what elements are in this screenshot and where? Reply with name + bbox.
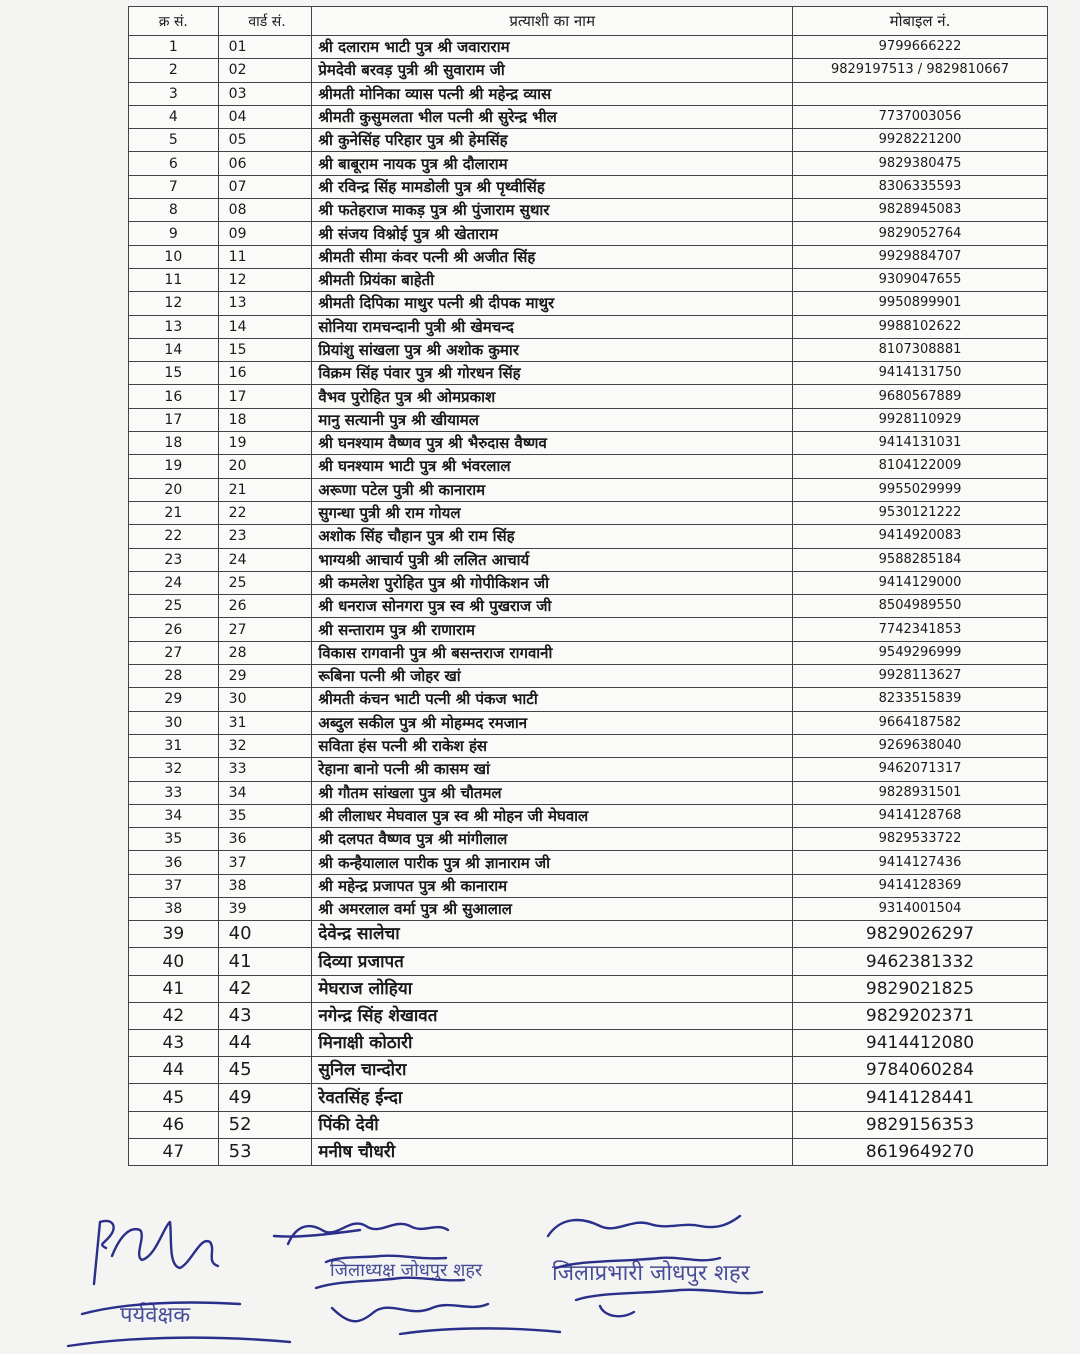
- cell-serial-number: 30: [129, 711, 219, 734]
- table-row: [129, 828, 1048, 851]
- table-row: [129, 921, 1048, 948]
- cell-candidate-name: विक्रम सिंह पंवार पुत्र श्री गोरधन सिंह: [312, 362, 793, 385]
- cell-ward-number: 41: [218, 948, 312, 975]
- cell-ward-number: 17: [218, 385, 312, 408]
- cell-candidate-name: प्रेमदेवी बरवड़ पुत्री श्री सुवाराम जी: [312, 59, 793, 82]
- table-row: [129, 897, 1048, 920]
- cell-ward-number: 15: [218, 338, 312, 361]
- cell-serial-number: 14: [129, 338, 219, 361]
- cell-serial-number: 32: [129, 758, 219, 781]
- table-row: [129, 618, 1048, 641]
- cell-ward-number: 01: [218, 36, 312, 59]
- cell-serial-number: 2: [129, 59, 219, 82]
- cell-serial-number: 4: [129, 105, 219, 128]
- cell-candidate-name: सुनिल चान्दोरा: [312, 1057, 793, 1084]
- cell-serial-number: 12: [129, 292, 219, 315]
- cell-ward-number: 29: [218, 665, 312, 688]
- cell-candidate-name: श्री संजय विश्नोई पुत्र श्री खेताराम: [312, 222, 793, 245]
- cell-serial-number: 29: [129, 688, 219, 711]
- table-row: [129, 432, 1048, 455]
- cell-mobile-number: 9269638040: [793, 734, 1048, 757]
- table-row: [129, 665, 1048, 688]
- cell-serial-number: 44: [129, 1057, 219, 1084]
- cell-candidate-name: श्री रविन्द्र सिंह मामडोली पुत्र श्री पृथ्वीसिंह: [312, 175, 793, 198]
- cell-ward-number: 25: [218, 571, 312, 594]
- cell-serial-number: 38: [129, 897, 219, 920]
- cell-serial-number: 10: [129, 245, 219, 268]
- cell-serial-number: 13: [129, 315, 219, 338]
- cell-serial-number: 39: [129, 921, 219, 948]
- cell-ward-number: 07: [218, 175, 312, 198]
- table-row: [129, 199, 1048, 222]
- table-row: [129, 688, 1048, 711]
- table-row: [129, 1138, 1048, 1165]
- cell-mobile-number: 8104122009: [793, 455, 1048, 478]
- cell-serial-number: 40: [129, 948, 219, 975]
- cell-serial-number: 37: [129, 874, 219, 897]
- cell-ward-number: 31: [218, 711, 312, 734]
- cell-candidate-name: भाग्यश्री आचार्य पुत्री श्री ललित आचार्य: [312, 548, 793, 571]
- table-row: [129, 338, 1048, 361]
- cell-mobile-number: 9664187582: [793, 711, 1048, 734]
- cell-ward-number: 37: [218, 851, 312, 874]
- cell-candidate-name: श्री घनश्याम वैष्णव पुत्र श्री भैरुदास वैष्णव: [312, 432, 793, 455]
- cell-candidate-name: श्री कमलेश पुरोहित पुत्र श्री गोपीकिशन जी: [312, 571, 793, 594]
- cell-ward-number: 49: [218, 1084, 312, 1111]
- table-row: [129, 152, 1048, 175]
- table-row: [129, 1057, 1048, 1084]
- cell-serial-number: 5: [129, 129, 219, 152]
- cell-serial-number: 18: [129, 432, 219, 455]
- cell-candidate-name: श्री महेन्द्र प्रजापत पुत्र श्री कानाराम: [312, 874, 793, 897]
- table-row: [129, 455, 1048, 478]
- cell-mobile-number: 9414128441: [793, 1084, 1048, 1111]
- cell-mobile-number: 9928110929: [793, 408, 1048, 431]
- cell-candidate-name: श्रीमती कंचन भाटी पत्नी श्री पंकज भाटी: [312, 688, 793, 711]
- cell-ward-number: 11: [218, 245, 312, 268]
- cell-candidate-name: श्रीमती दिपिका माथुर पत्नी श्री दीपक माथुर: [312, 292, 793, 315]
- cell-mobile-number: 9414127436: [793, 851, 1048, 874]
- table-row: [129, 804, 1048, 827]
- cell-serial-number: 8: [129, 199, 219, 222]
- cell-ward-number: 53: [218, 1138, 312, 1165]
- cell-candidate-name: वैभव पुरोहित पुत्र श्री ओमप्रकाश: [312, 385, 793, 408]
- cell-serial-number: 34: [129, 804, 219, 827]
- cell-candidate-name: दिव्या प्रजापत: [312, 948, 793, 975]
- cell-mobile-number: 9462071317: [793, 758, 1048, 781]
- cell-mobile-number: 9414412080: [793, 1030, 1048, 1057]
- cell-serial-number: 25: [129, 595, 219, 618]
- cell-mobile-number: 8233515839: [793, 688, 1048, 711]
- cell-ward-number: 08: [218, 199, 312, 222]
- cell-serial-number: 11: [129, 268, 219, 291]
- cell-serial-number: 15: [129, 362, 219, 385]
- table-row: [129, 105, 1048, 128]
- table-row: [129, 222, 1048, 245]
- cell-ward-number: 26: [218, 595, 312, 618]
- cell-mobile-number: 8504989550: [793, 595, 1048, 618]
- cell-mobile-number: 9309047655: [793, 268, 1048, 291]
- cell-serial-number: 6: [129, 152, 219, 175]
- cell-mobile-number: 9799666222: [793, 36, 1048, 59]
- cell-ward-number: 36: [218, 828, 312, 851]
- cell-ward-number: 22: [218, 501, 312, 524]
- cell-mobile-number: 9928113627: [793, 665, 1048, 688]
- cell-ward-number: 09: [218, 222, 312, 245]
- table-row: [129, 975, 1048, 1002]
- cell-candidate-name: श्री गौतम सांखला पुत्र श्री चौतमल: [312, 781, 793, 804]
- table-body: [129, 36, 1048, 1166]
- cell-mobile-number: 8107308881: [793, 338, 1048, 361]
- signatures-area: [60, 1196, 1060, 1350]
- cell-candidate-name: सविता हंस पत्नी श्री राकेश हंस: [312, 734, 793, 757]
- cell-mobile-number: 9829533722: [793, 828, 1048, 851]
- cell-serial-number: 16: [129, 385, 219, 408]
- cell-candidate-name: श्रीमती मोनिका व्यास पत्नी श्री महेन्द्र व्यास: [312, 82, 793, 105]
- cell-mobile-number: 9955029999: [793, 478, 1048, 501]
- table-row: [129, 1084, 1048, 1111]
- cell-ward-number: 39: [218, 897, 312, 920]
- cell-serial-number: 24: [129, 571, 219, 594]
- cell-ward-number: 05: [218, 129, 312, 152]
- table-row: [129, 1111, 1048, 1138]
- table-header-row: [129, 7, 1048, 36]
- cell-mobile-number: 9462381332: [793, 948, 1048, 975]
- cell-serial-number: 46: [129, 1111, 219, 1138]
- cell-mobile-number: 9588285184: [793, 548, 1048, 571]
- cell-mobile-number: 9928221200: [793, 129, 1048, 152]
- cell-serial-number: 28: [129, 665, 219, 688]
- table-row: [129, 245, 1048, 268]
- cell-serial-number: 21: [129, 501, 219, 524]
- cell-serial-number: 42: [129, 1002, 219, 1029]
- table-row: [129, 525, 1048, 548]
- cell-candidate-name: देवेन्द्र सालेचा: [312, 921, 793, 948]
- cell-serial-number: 31: [129, 734, 219, 757]
- candidate-table: [128, 6, 1048, 1166]
- cell-candidate-name: श्री धनराज सोनगरा पुत्र स्व श्री पुखराज जी: [312, 595, 793, 618]
- table-row: [129, 548, 1048, 571]
- table-row: [129, 408, 1048, 431]
- cell-ward-number: 35: [218, 804, 312, 827]
- header-serial-number: क्र सं.: [129, 7, 219, 36]
- cell-candidate-name: श्री फतेहराज माकड़ पुत्र श्री पुंजाराम सुथार: [312, 199, 793, 222]
- cell-mobile-number: 9314001504: [793, 897, 1048, 920]
- cell-mobile-number: 8619649270: [793, 1138, 1048, 1165]
- cell-mobile-number: 9828931501: [793, 781, 1048, 804]
- cell-ward-number: 42: [218, 975, 312, 1002]
- cell-serial-number: 41: [129, 975, 219, 1002]
- cell-ward-number: 33: [218, 758, 312, 781]
- cell-mobile-number: 9414131031: [793, 432, 1048, 455]
- table-row: [129, 268, 1048, 291]
- cell-ward-number: 24: [218, 548, 312, 571]
- cell-candidate-name: श्री कन्हैयालाल पारीक पुत्र श्री ज्ञानाराम जी: [312, 851, 793, 874]
- cell-ward-number: 28: [218, 641, 312, 664]
- signature-left-label: पर्यवेक्षक: [120, 1303, 191, 1328]
- cell-ward-number: 03: [218, 82, 312, 105]
- cell-mobile-number: 9829380475: [793, 152, 1048, 175]
- candidate-list-document: [128, 6, 1048, 1166]
- signature-middle-label: जिलाध्यक्ष जोधपुर शहर: [330, 1260, 483, 1281]
- cell-serial-number: 23: [129, 548, 219, 571]
- cell-ward-number: 27: [218, 618, 312, 641]
- table-row: [129, 1002, 1048, 1029]
- cell-mobile-number: 9829052764: [793, 222, 1048, 245]
- cell-candidate-name: अशोक सिंह चौहान पुत्र श्री राम सिंह: [312, 525, 793, 548]
- cell-ward-number: 04: [218, 105, 312, 128]
- cell-ward-number: 13: [218, 292, 312, 315]
- table-row: [129, 571, 1048, 594]
- cell-ward-number: 44: [218, 1030, 312, 1057]
- cell-mobile-number: 9988102622: [793, 315, 1048, 338]
- cell-serial-number: 26: [129, 618, 219, 641]
- cell-mobile-number: 9414128369: [793, 874, 1048, 897]
- cell-candidate-name: श्रीमती प्रियंका बाहेती: [312, 268, 793, 291]
- cell-ward-number: 19: [218, 432, 312, 455]
- cell-ward-number: 38: [218, 874, 312, 897]
- table-row: [129, 82, 1048, 105]
- cell-ward-number: 34: [218, 781, 312, 804]
- cell-serial-number: 20: [129, 478, 219, 501]
- cell-candidate-name: श्री सन्ताराम पुत्र श्री राणाराम: [312, 618, 793, 641]
- cell-candidate-name: प्रियांशु सांखला पुत्र श्री अशोक कुमार: [312, 338, 793, 361]
- cell-ward-number: 02: [218, 59, 312, 82]
- cell-candidate-name: मेघराज लोहिया: [312, 975, 793, 1002]
- cell-ward-number: 23: [218, 525, 312, 548]
- cell-mobile-number: 9828945083: [793, 199, 1048, 222]
- table-row: [129, 175, 1048, 198]
- cell-ward-number: 20: [218, 455, 312, 478]
- cell-serial-number: 22: [129, 525, 219, 548]
- table-row: [129, 758, 1048, 781]
- table-row: [129, 948, 1048, 975]
- cell-serial-number: 3: [129, 82, 219, 105]
- cell-ward-number: 40: [218, 921, 312, 948]
- table-row: [129, 292, 1048, 315]
- cell-candidate-name: श्रीमती कुसुमलता भील पत्नी श्री सुरेन्द्र भील: [312, 105, 793, 128]
- cell-candidate-name: मिनाक्षी कोठारी: [312, 1030, 793, 1057]
- header-ward-number: वार्ड सं.: [218, 7, 312, 36]
- cell-serial-number: 45: [129, 1084, 219, 1111]
- cell-mobile-number: 9929884707: [793, 245, 1048, 268]
- cell-candidate-name: सुगन्धा पुत्री श्री राम गोयल: [312, 501, 793, 524]
- table-row: [129, 711, 1048, 734]
- cell-candidate-name: श्री लीलाधर मेघवाल पुत्र स्व श्री मोहन जी मेघवाल: [312, 804, 793, 827]
- cell-mobile-number: 9829156353: [793, 1111, 1048, 1138]
- table-row: [129, 385, 1048, 408]
- cell-ward-number: 43: [218, 1002, 312, 1029]
- cell-ward-number: 52: [218, 1111, 312, 1138]
- cell-serial-number: 35: [129, 828, 219, 851]
- cell-serial-number: 27: [129, 641, 219, 664]
- cell-candidate-name: विकास रागवानी पुत्र श्री बसन्तराज रागवानी: [312, 641, 793, 664]
- cell-ward-number: 21: [218, 478, 312, 501]
- cell-candidate-name: श्री कुनेसिंह परिहार पुत्र श्री हेमसिंह: [312, 129, 793, 152]
- cell-ward-number: 14: [218, 315, 312, 338]
- table-row: [129, 501, 1048, 524]
- cell-mobile-number: 7742341853: [793, 618, 1048, 641]
- cell-candidate-name: श्री दलपत वैष्णव पुत्र श्री मांगीलाल: [312, 828, 793, 851]
- cell-candidate-name: अब्दुल सकील पुत्र श्री मोहम्मद रमजान: [312, 711, 793, 734]
- table-row: [129, 781, 1048, 804]
- cell-candidate-name: रेहाना बानो पत्नी श्री कासम खां: [312, 758, 793, 781]
- cell-mobile-number: 9829197513 / 9829810667: [793, 59, 1048, 82]
- cell-mobile-number: 9829021825: [793, 975, 1048, 1002]
- cell-candidate-name: मनीष चौधरी: [312, 1138, 793, 1165]
- cell-serial-number: 19: [129, 455, 219, 478]
- cell-mobile-number: [793, 82, 1048, 105]
- cell-candidate-name: रेवतसिंह ईन्दा: [312, 1084, 793, 1111]
- cell-ward-number: 12: [218, 268, 312, 291]
- cell-serial-number: 9: [129, 222, 219, 245]
- cell-candidate-name: अरूणा पटेल पुत्री श्री कानाराम: [312, 478, 793, 501]
- cell-serial-number: 7: [129, 175, 219, 198]
- cell-candidate-name: श्री अमरलाल वर्मा पुत्र श्री सुआलाल: [312, 897, 793, 920]
- cell-mobile-number: 9414131750: [793, 362, 1048, 385]
- table-row: [129, 595, 1048, 618]
- cell-ward-number: 18: [218, 408, 312, 431]
- table-row: [129, 874, 1048, 897]
- table-row: [129, 59, 1048, 82]
- cell-mobile-number: 9680567889: [793, 385, 1048, 408]
- cell-mobile-number: 9950899901: [793, 292, 1048, 315]
- cell-mobile-number: 9784060284: [793, 1057, 1048, 1084]
- cell-candidate-name: मानु सत्यानी पुत्र श्री खीयामल: [312, 408, 793, 431]
- table-row: [129, 851, 1048, 874]
- cell-candidate-name: श्री दलाराम भाटी पुत्र श्री जवाराराम: [312, 36, 793, 59]
- cell-candidate-name: नगेन्द्र सिंह शेखावत: [312, 1002, 793, 1029]
- cell-serial-number: 1: [129, 36, 219, 59]
- cell-candidate-name: श्री घनश्याम भाटी पुत्र श्री भंवरलाल: [312, 455, 793, 478]
- cell-mobile-number: 9549296999: [793, 641, 1048, 664]
- table-row: [129, 362, 1048, 385]
- table-row: [129, 478, 1048, 501]
- cell-serial-number: 43: [129, 1030, 219, 1057]
- cell-candidate-name: श्री बाबूराम नायक पुत्र श्री दौलाराम: [312, 152, 793, 175]
- cell-mobile-number: 9414128768: [793, 804, 1048, 827]
- cell-ward-number: 16: [218, 362, 312, 385]
- table-row: [129, 315, 1048, 338]
- cell-mobile-number: 8306335593: [793, 175, 1048, 198]
- table-row: [129, 36, 1048, 59]
- cell-candidate-name: पिंकी देवी: [312, 1111, 793, 1138]
- cell-serial-number: 36: [129, 851, 219, 874]
- signature-right-label: जिलाप्रभारी जोधपुर शहर: [552, 1261, 750, 1286]
- cell-mobile-number: 9530121222: [793, 501, 1048, 524]
- cell-ward-number: 32: [218, 734, 312, 757]
- cell-mobile-number: 9414129000: [793, 571, 1048, 594]
- cell-serial-number: 47: [129, 1138, 219, 1165]
- header-mobile-number: मोबाइल नं.: [793, 7, 1048, 36]
- cell-candidate-name: श्रीमती सीमा कंवर पत्नी श्री अजीत सिंह: [312, 245, 793, 268]
- cell-mobile-number: 7737003056: [793, 105, 1048, 128]
- table-row: [129, 1030, 1048, 1057]
- table-row: [129, 129, 1048, 152]
- header-candidate-name: प्रत्याशी का नाम: [312, 7, 793, 36]
- signatures-svg: [60, 1196, 1060, 1350]
- cell-serial-number: 33: [129, 781, 219, 804]
- cell-candidate-name: सोनिया रामचन्दानी पुत्री श्री खेमचन्द: [312, 315, 793, 338]
- cell-serial-number: 17: [129, 408, 219, 431]
- cell-mobile-number: 9829026297: [793, 921, 1048, 948]
- table-row: [129, 734, 1048, 757]
- cell-mobile-number: 9829202371: [793, 1002, 1048, 1029]
- cell-ward-number: 45: [218, 1057, 312, 1084]
- cell-ward-number: 30: [218, 688, 312, 711]
- cell-candidate-name: रूबिना पत्नी श्री जोहर खां: [312, 665, 793, 688]
- cell-ward-number: 06: [218, 152, 312, 175]
- cell-mobile-number: 9414920083: [793, 525, 1048, 548]
- table-row: [129, 641, 1048, 664]
